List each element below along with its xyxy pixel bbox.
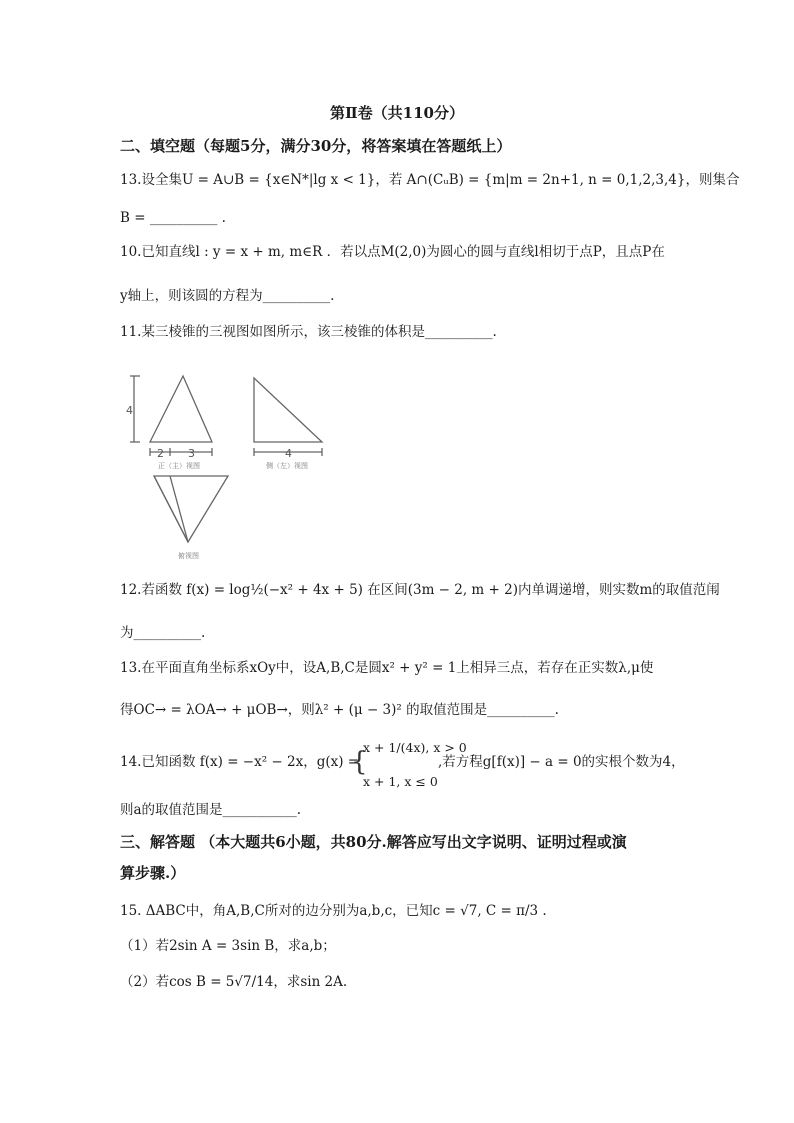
question-14-line2: 则a的取值范围是___________. bbox=[120, 802, 302, 818]
side-view-triangle bbox=[254, 378, 322, 442]
three-view-figure bbox=[128, 364, 348, 564]
question-14-case2: x + 1, x ≤ 0 bbox=[363, 774, 438, 789]
front-view-caption: 正（主）视图 bbox=[158, 462, 200, 470]
section-fill-heading: 二、填空题（每题5分，满分30分，将答案填在答题纸上） bbox=[120, 137, 512, 155]
top-view-triangle bbox=[154, 476, 228, 542]
question-14-case1: x + 1/(4x), x > 0 bbox=[363, 740, 467, 755]
question-13a-line2: B = __________ . bbox=[120, 210, 226, 226]
question-13b-line2: 得OC→ = λOA→ + μOB→，则λ² + (μ − 3)² 的取值范围是__________. bbox=[120, 702, 559, 718]
question-15-sub2: （2）若cos B = 5√7/14，求sin 2A. bbox=[120, 974, 348, 990]
top-view-inner-edge bbox=[170, 476, 188, 542]
front-height-label: 4 bbox=[126, 404, 133, 417]
front-view-triangle bbox=[150, 376, 212, 442]
question-13a-line1: 13.设全集U = A∪B = {x∈N*|lg x < 1}，若 A∩(CᵤB) = {m|m = 2n+1, n = 0,1,2,3,4}，则集合 bbox=[120, 172, 740, 188]
part-title: 第Ⅱ卷（共110分） bbox=[330, 104, 464, 122]
question-12-line1: 12.若函数 f(x) = log½(−x² + 4x + 5) 在区间(3m − 2, m + 2)内单调递增，则实数m的取值范闱 bbox=[120, 582, 720, 598]
question-13b-line1: 13.在平面直角坐标系xOy中，设A,B,C是圆x² + y² = 1上相异三点，若存在正实数λ,μ使 bbox=[120, 660, 654, 676]
three-view-drawing bbox=[128, 364, 348, 564]
question-10-line1: 10.已知直线l : y = x + m, m∈R ．若以点M(2,0)为圆心的圆与直线l相切于点P，且点P在 bbox=[120, 244, 665, 260]
question-14-part1: 14.已知函数 f(x) = −x² − 2x，g(x) = bbox=[120, 754, 360, 770]
question-10-line2: y轴上，则该圆的方程为__________. bbox=[120, 288, 335, 304]
piecewise-brace: { bbox=[351, 747, 368, 777]
question-15-sub1: （1）若2sin A = 3sin B，求a,b； bbox=[120, 938, 336, 954]
front-base-left-label: 2 bbox=[157, 447, 164, 460]
section-answer-heading-2: 算步骤.） bbox=[120, 864, 186, 882]
question-12-line2: 为__________. bbox=[120, 625, 206, 641]
side-view-caption: 侧（左）视图 bbox=[266, 462, 308, 470]
question-11-line1: 11.某三棱锥的三视图如图所示，该三棱锥的体积是__________. bbox=[120, 324, 497, 340]
side-base-label: 4 bbox=[285, 447, 292, 460]
top-view-caption: 俯视图 bbox=[178, 552, 199, 560]
front-base-right-label: 3 bbox=[188, 447, 195, 460]
question-15-line1: 15. ΔABC中，角A,B,C所对的边分别为a,b,c，已知c = √7, C = π/3 . bbox=[120, 903, 547, 919]
section-answer-heading-1: 三、解答题 （本大题共6小题，共80分.解答应写出文字说明、证明过程或演 bbox=[120, 833, 627, 851]
question-14-part2: ,若方程g[f(x)] − a = 0的实根个数为4， bbox=[438, 754, 685, 770]
